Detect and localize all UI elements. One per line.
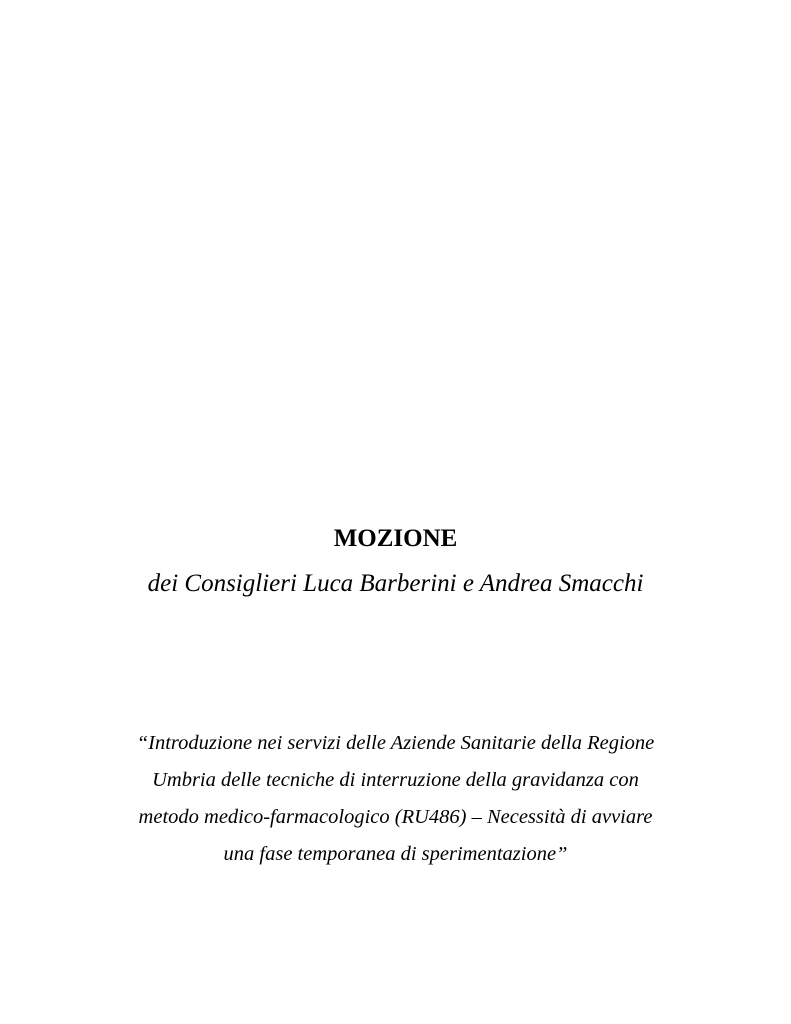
document-title: MOZIONE (333, 525, 458, 552)
motion-subject-line: metodo medico-farmacologico (RU486) – Necessità di avviare (138, 806, 653, 828)
motion-subject-line: “Introduzione nei servizi delle Aziende Sanitarie della Regione (136, 732, 655, 754)
document-subtitle: dei Consiglieri Luca Barberini e Andrea Smacchi (147, 570, 644, 597)
motion-subject-line: Umbria delle tecniche di interruzione della gravidanza con (152, 769, 639, 791)
motion-subject-line: una fase temporanea di sperimentazione” (223, 843, 568, 865)
motion-subject (90, 725, 701, 873)
